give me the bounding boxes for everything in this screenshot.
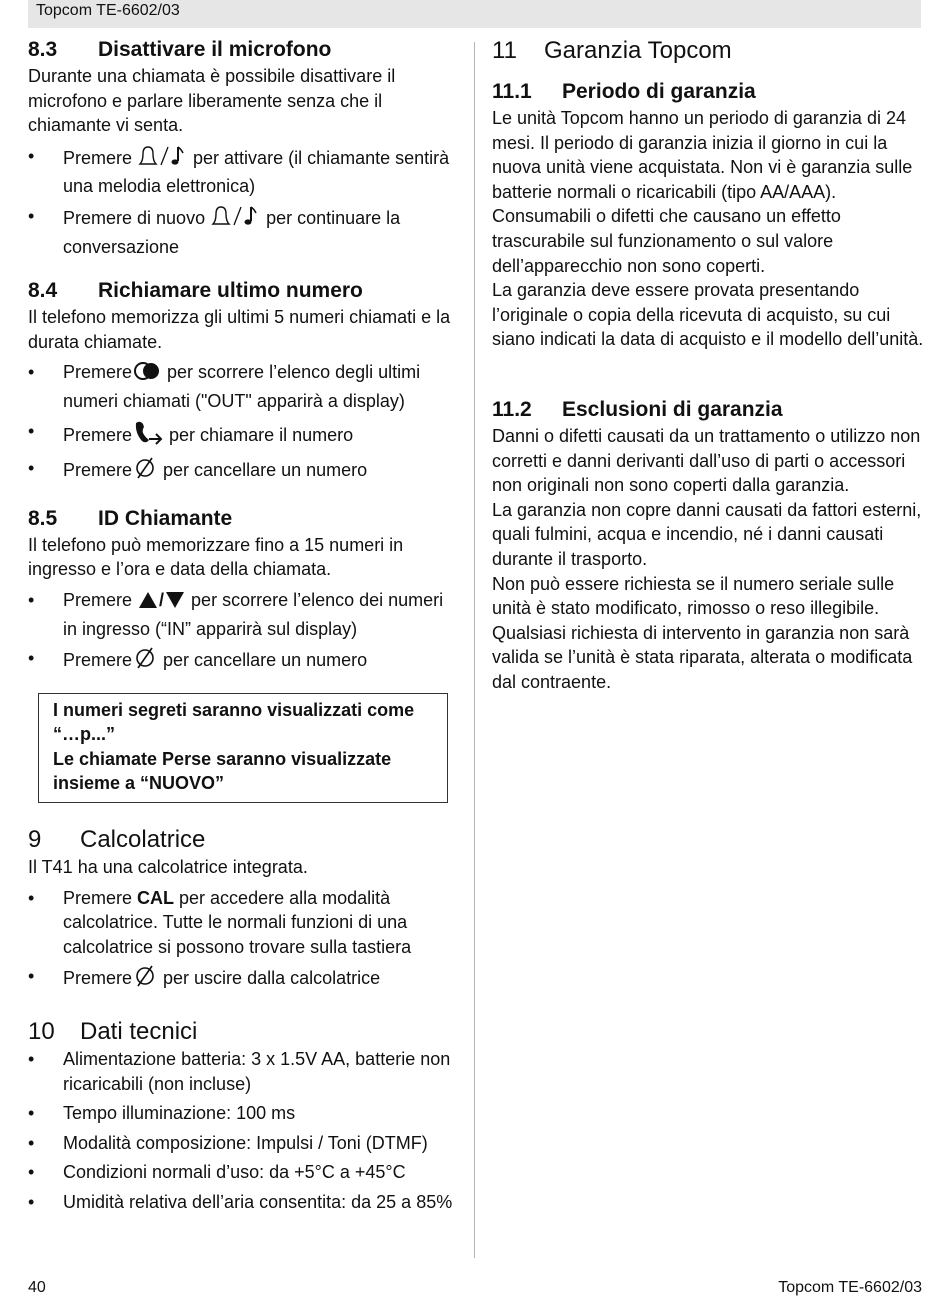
right-column [492,36,924,694]
item-text: per scorrere l’elenco dei numeri in ingresso (“IN” apparirà sul display) [63,589,444,639]
list-item: • Tempo illuminazione: 100 ms [28,1101,458,1126]
list-item [28,360,458,413]
item-text: per scorrere l’elenco degli ultimi numeri chiamati ("OUT" apparirà a display) [63,362,421,411]
section-number: 8.4 [28,279,58,303]
redial-key-icon [132,360,162,389]
arrow-up-icon [137,590,159,617]
section-number: 8.3 [28,38,58,61]
list-item: • Umidità relativa dell’aria consentita: da 25 a 85% [28,1190,458,1215]
note-line: Le chiamate Perse saranno visualizzate insieme a “NUOVO” [53,748,392,794]
section-heading-11 [492,36,924,66]
arrow-down-icon [164,590,186,617]
delete-key-icon [132,456,158,487]
bullet-list [28,588,458,677]
paragraph: Qualsiasi richiesta di intervento in garanzia non sarà valida se l’unità è stata riparata, alterata o modificata dal contraente. [492,622,913,692]
paragraph: Non può essere richiesta se il numero seriale sulle unità è stato modificato, rimosso o reso illegibile. [492,573,895,619]
section-title: Richiamare ultimo numero [98,279,363,303]
section-title: Esclusioni di garanzia [562,397,783,421]
bell-music-key-icon [205,204,261,235]
item-text: per attivare (il chiamante sentirà una melodia elettronica) [63,147,450,197]
item-text: Premere [63,968,133,989]
paragraph: La garanzia deve essere provata presentando l’originale o copia della ricevuta di acquisto, su cui siano indicati la data di acquisto e il modello dell’unità. [492,280,924,350]
item-text: per accedere alla modalità calcolatrice. Tutte le normali funzioni di una calcolatrice si possono trovare sulla tastiera [63,887,412,957]
section-number: 11.2 [492,397,532,421]
note-box [38,693,448,803]
section-heading-8-3 [28,36,458,64]
section-heading-11-1 [492,78,924,106]
tech-specs-list [28,1047,458,1215]
section-number: 10 [28,1018,55,1046]
item-text: Premere [63,887,138,908]
section-intro: Il T41 ha una calcolatrice integrata. [28,857,308,878]
list-item: • Modalità composizione: Impulsi / Toni (DTMF) [28,1131,458,1156]
list-item: • Condizioni normali d’uso: da +5°C a +45°C [28,1160,458,1185]
footer-product: Topcom TE-6602/03 [778,1279,922,1296]
list-item [28,964,458,995]
section-title: Periodo di garanzia [562,80,756,103]
list-item [28,886,458,960]
paragraph: Danni o difetti causati da un trattamento o utilizzo non corretti e danni derivanti dall’uso di parti o accessori non originali non sono coperti dalla garanzia. [492,425,921,496]
paragraph: La garanzia non copre danni causati da fattori esterni, quali fulmini, acqua e incendio, né i danni causati durante il trasporto. [492,499,922,569]
header-title: Topcom TE-6602/03 [36,2,180,19]
section-heading-11-2 [492,396,924,424]
list-item [28,588,458,641]
section-intro: Il telefono può memorizzare fino a 15 numeri in ingresso e l’ora e data della chiamata. [28,534,404,580]
cal-key-label: CAL [137,887,175,908]
section-heading-8-5 [28,505,458,533]
bullet-list [28,144,458,259]
section-title: ID Chiamante [98,506,233,530]
item-text: Premere di nuovo [63,207,206,228]
list-item [28,419,458,452]
item-text: Premere [63,589,138,610]
section-number: 11.1 [492,80,532,103]
bell-music-key-icon [132,144,188,175]
item-text: per uscire dalla calcolatrice [158,968,381,989]
section-title: Calcolatrice [80,826,206,854]
item-text: / [159,589,165,610]
list-item [28,204,458,259]
section-number: 9 [28,826,42,854]
section-number: 8.5 [28,506,58,530]
section-title: Disattivare il microfono [98,38,332,61]
item-text: Premere [63,424,133,445]
section-title: Dati tecnici [80,1018,198,1046]
list-item [28,646,458,677]
paragraph: Le unità Topcom hanno un periodo di garanzia di 24 mesi. Il periodo di garanzia inizia il giorno in cui la nuova unità viene acquistata. Non vi è garanzia sulle batterie normali o ricaricabili (tipo AA/AAA). Consumabili o difetti che causano un effetto trascurabile sul funzionamento o sul valore dell’apparecchio non sono coperti. [492,108,913,276]
list-item: • Alimentazione batteria: 3 x 1.5V AA, batterie non ricaricabili (non incluse) [28,1047,458,1096]
note-line: I numeri segreti saranno visualizzati come “…p...” [53,699,415,745]
section-title: Garanzia Topcom [544,37,732,64]
bullet-list [28,886,458,995]
section-heading-10 [28,1017,458,1047]
item-text: Premere [63,650,133,671]
item-text: Premere [63,147,133,168]
item-text: Premere [63,460,133,481]
item-text: per chiamare il numero [164,424,354,445]
list-item [28,456,458,487]
section-number: 11 [492,37,517,64]
section-heading-9 [28,825,458,855]
page-header [28,0,921,28]
item-text: per cancellare un numero [158,650,368,671]
bullet-list [28,360,458,486]
delete-key-icon [132,646,158,677]
delete-key-icon [132,964,158,995]
left-column [28,36,458,1215]
column-divider [474,42,475,1258]
section-intro: Durante una chiamata è possibile disattivare il microfono e parlare liberamente senza che il chiamante vi senta. [28,66,396,136]
list-item [28,144,458,199]
item-text: per cancellare un numero [158,460,368,481]
section-intro: Il telefono memorizza gli ultimi 5 numeri chiamati e la durata chiamate. [28,307,451,352]
section-heading-8-4 [28,277,458,305]
page-number: 40 [28,1279,46,1296]
item-text: per continuare la conversazione [63,207,401,257]
phone-call-icon [132,419,164,452]
item-text: Premere [63,362,133,383]
